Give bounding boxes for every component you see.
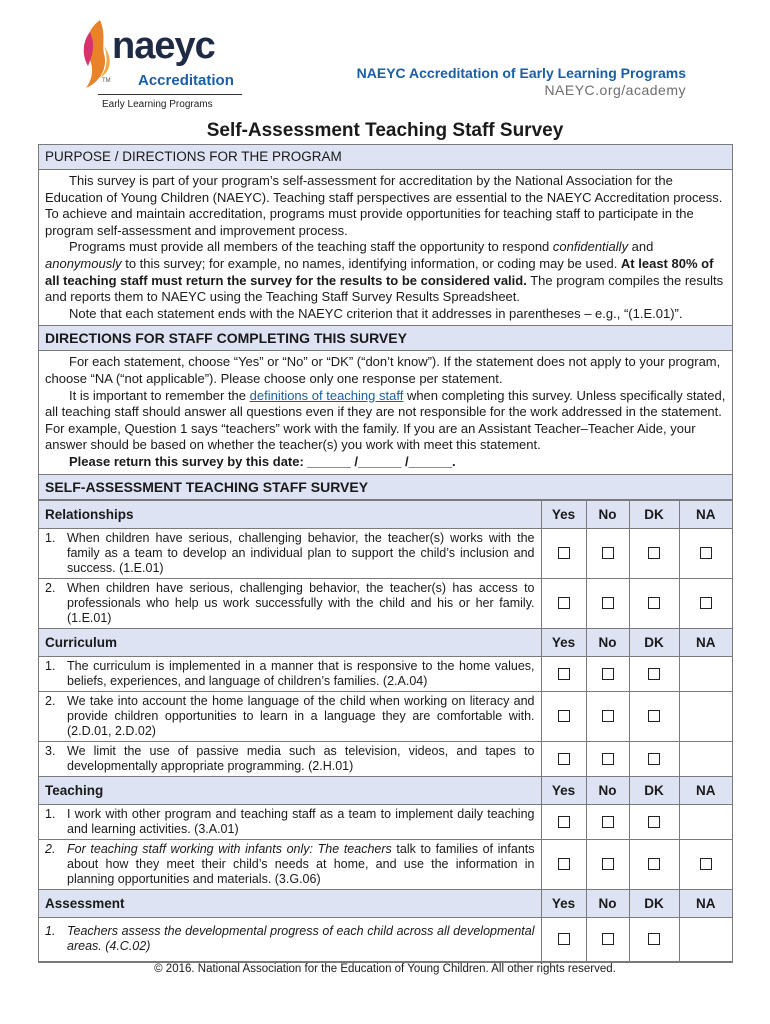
yes-checkbox[interactable] <box>558 858 570 870</box>
program-title: NAEYC Accreditation of Early Learning Programs <box>356 65 686 81</box>
yes-checkbox[interactable] <box>558 816 570 828</box>
empty-cell <box>679 656 732 691</box>
question-text: When children have serious, challenging behavior, the teacher(s) works with the family as a team to develop an individual plan to support the child’s inclusion and success. (1.E.01) <box>67 530 535 575</box>
purpose-p2-text-c: The program compiles the results and reports them to NAEYC using the Teaching Staff Survey Results Spreadsheet. <box>45 272 724 305</box>
col-na-label: NA <box>679 889 732 917</box>
yes-checkbox[interactable] <box>558 547 570 559</box>
yes-checkbox[interactable] <box>558 933 570 945</box>
no-checkbox[interactable] <box>602 816 614 828</box>
question-number: 1. <box>45 924 56 938</box>
staff-directions-paragraph-1: For each statement, choose “Yes” or “No” or “DK” (“don’t know”). If the statement does not apply to your program, choose “NA (“not applicable”). Please choose only one response per statement. <box>45 354 721 386</box>
purpose-p2-confidentially: confidentially <box>552 239 629 255</box>
question-number: 2. <box>45 693 56 708</box>
na-checkbox[interactable] <box>700 597 712 609</box>
dk-checkbox[interactable] <box>648 668 660 680</box>
purpose-heading: PURPOSE / DIRECTIONS FOR THE PROGRAM <box>39 145 732 170</box>
category-header-assessment <box>39 889 732 917</box>
question-number: 1. <box>45 530 56 545</box>
question-text <box>67 842 535 887</box>
yes-checkbox[interactable] <box>558 668 570 680</box>
dk-checkbox[interactable] <box>648 597 660 609</box>
question-number: 2. <box>45 841 56 856</box>
col-yes-label: Yes <box>541 628 586 656</box>
logo-divider <box>98 94 242 95</box>
yes-checkbox[interactable] <box>558 597 570 609</box>
survey-form <box>38 144 733 963</box>
question-text-rest: talk to families of infants about how they meet their child’s needs at home, and use the information in planning opportunities and materials. (3.G.06) <box>67 841 535 886</box>
question-text: Teachers assess the developmental progress of each child across all developmental areas. (4.C.02) <box>67 924 535 953</box>
staff-directions-body <box>39 351 732 474</box>
question-number: 1. <box>45 806 56 821</box>
return-date-line[interactable]: Please return this survey by this date: ______ /______ /______. <box>69 453 456 469</box>
category-name: Curriculum <box>39 628 541 656</box>
program-header <box>330 64 686 99</box>
survey-question-row <box>39 839 732 889</box>
logo-accreditation: Accreditation <box>138 72 234 89</box>
col-no-label: No <box>586 500 629 528</box>
logo-wordmark: naeyc <box>112 25 215 67</box>
no-checkbox[interactable] <box>602 710 614 722</box>
program-url[interactable]: NAEYC.org/academy <box>544 82 686 98</box>
purpose-paragraph-3: Note that each statement ends with the NAEYC criterion that it addresses in parentheses – e.g., “(1.E.01)”. <box>69 305 683 321</box>
question-text-italic: For teaching staff working with infants only: The teachers <box>67 841 392 856</box>
empty-cell <box>679 691 732 741</box>
col-na-label: NA <box>679 500 732 528</box>
col-dk-label: DK <box>629 776 679 804</box>
dk-checkbox[interactable] <box>648 816 660 828</box>
purpose-p2-text: Programs must provide all members of the teaching staff the opportunity to respond <box>69 239 553 255</box>
col-no-label: No <box>586 776 629 804</box>
question-number: 1. <box>45 658 56 673</box>
no-checkbox[interactable] <box>602 933 614 945</box>
question-number: 3. <box>45 743 56 758</box>
survey-table <box>39 500 732 962</box>
logo-trademark: TM <box>102 78 111 84</box>
logo-tagline: Early Learning Programs <box>102 99 213 110</box>
teaching-staff-definitions-link[interactable]: definitions of teaching staff <box>249 387 404 403</box>
survey-question-row <box>39 804 732 839</box>
category-header-curriculum <box>39 628 732 656</box>
category-name: Relationships <box>39 500 541 528</box>
col-dk-label: DK <box>629 628 679 656</box>
question-text: We take into account the home language of the child when working on literacy and provide children opportunities to learn in a language they are comfortable with. (2.D.01, 2.D.02) <box>67 693 535 738</box>
dk-checkbox[interactable] <box>648 858 660 870</box>
no-checkbox[interactable] <box>602 547 614 559</box>
naeyc-logo <box>78 16 258 110</box>
col-no-label: No <box>586 889 629 917</box>
category-name: Assessment <box>39 889 541 917</box>
survey-question-row <box>39 578 732 628</box>
purpose-p2-text-b: to this survey; for example, no names, identifying information, or coding may be used. <box>121 255 621 271</box>
copyright-footer: © 2016. National Association for the Education of Young Children. All other rights reserved. <box>154 963 616 975</box>
no-checkbox[interactable] <box>602 597 614 609</box>
document-title: Self-Assessment Teaching Staff Survey <box>206 120 564 141</box>
empty-cell <box>679 741 732 776</box>
staff-directions-paragraph-2 <box>45 388 726 454</box>
staff-p2-text: It is important to remember the <box>69 387 250 403</box>
no-checkbox[interactable] <box>602 668 614 680</box>
col-no-label: No <box>586 628 629 656</box>
category-header-teaching <box>39 776 732 804</box>
empty-cell <box>679 917 732 961</box>
yes-checkbox[interactable] <box>558 753 570 765</box>
col-yes-label: Yes <box>541 500 586 528</box>
na-checkbox[interactable] <box>700 858 712 870</box>
survey-question-row <box>39 656 732 691</box>
no-checkbox[interactable] <box>602 753 614 765</box>
survey-question-row <box>39 741 732 776</box>
question-text: The curriculum is implemented in a manner that is responsive to the home values, beliefs, experiences, and language of children’s families. (2.A.04) <box>67 658 535 688</box>
category-name: Teaching <box>39 776 541 804</box>
survey-question-row <box>39 528 732 578</box>
question-text: I work with other program and teaching staff as a team to implement daily teaching and learning activities. (3.A.01) <box>67 806 535 836</box>
col-yes-label: Yes <box>541 889 586 917</box>
empty-cell <box>679 804 732 839</box>
na-checkbox[interactable] <box>700 547 712 559</box>
purpose-p2-and: and <box>628 239 654 255</box>
col-dk-label: DK <box>629 500 679 528</box>
dk-checkbox[interactable] <box>648 547 660 559</box>
col-na-label: NA <box>679 776 732 804</box>
purpose-p2-bold: At least 80% of all teaching staff must return the survey for the results to be considered valid. <box>45 255 714 288</box>
no-checkbox[interactable] <box>602 858 614 870</box>
category-header-relationships <box>39 500 732 528</box>
yes-checkbox[interactable] <box>558 710 570 722</box>
survey-question-row <box>39 691 732 741</box>
staff-p2-text-b: when completing this survey. Unless specifically stated, all teaching staff should answer all questions even if they are not responsible for the work addressed in the statement. For example, Question 1 says “teachers” work with the family. If you are an Assistant Teacher–Teacher Aide, your answer should be based on whether the teacher(s) you work with meet this statement. <box>45 387 726 453</box>
survey-question-row <box>39 917 732 961</box>
col-na-label: NA <box>679 628 732 656</box>
dk-checkbox[interactable] <box>648 710 660 722</box>
question-number: 2. <box>45 580 56 595</box>
purpose-p2-anonymously: anonymously <box>45 255 122 271</box>
dk-checkbox[interactable] <box>648 753 660 765</box>
purpose-body <box>39 170 732 326</box>
col-dk-label: DK <box>629 889 679 917</box>
purpose-paragraph-2 <box>45 239 726 305</box>
question-text: We limit the use of passive media such as television, videos, and tapes to developmentally appropriate programming. (2.H.01) <box>67 743 535 773</box>
purpose-paragraph-1: This survey is part of your program’s self-assessment for accreditation by the National Association for the Education of Young Children (NAEYC). Teaching staff perspectives are essential to the NAEYC Accreditation process. To achieve and maintain accreditation, programs must provide opportunities for teaching staff to participate in the program self-assessment and improvement process. <box>45 173 723 238</box>
question-text: When children have serious, challenging behavior, the teacher(s) has access to professionals who help us work successfully with the child and his or her family. (1.E.01) <box>67 580 535 625</box>
dk-checkbox[interactable] <box>648 933 660 945</box>
col-yes-label: Yes <box>541 776 586 804</box>
staff-directions-heading: DIRECTIONS FOR STAFF COMPLETING THIS SURVEY <box>39 326 732 351</box>
survey-heading: SELF-ASSESSMENT TEACHING STAFF SURVEY <box>39 475 732 500</box>
